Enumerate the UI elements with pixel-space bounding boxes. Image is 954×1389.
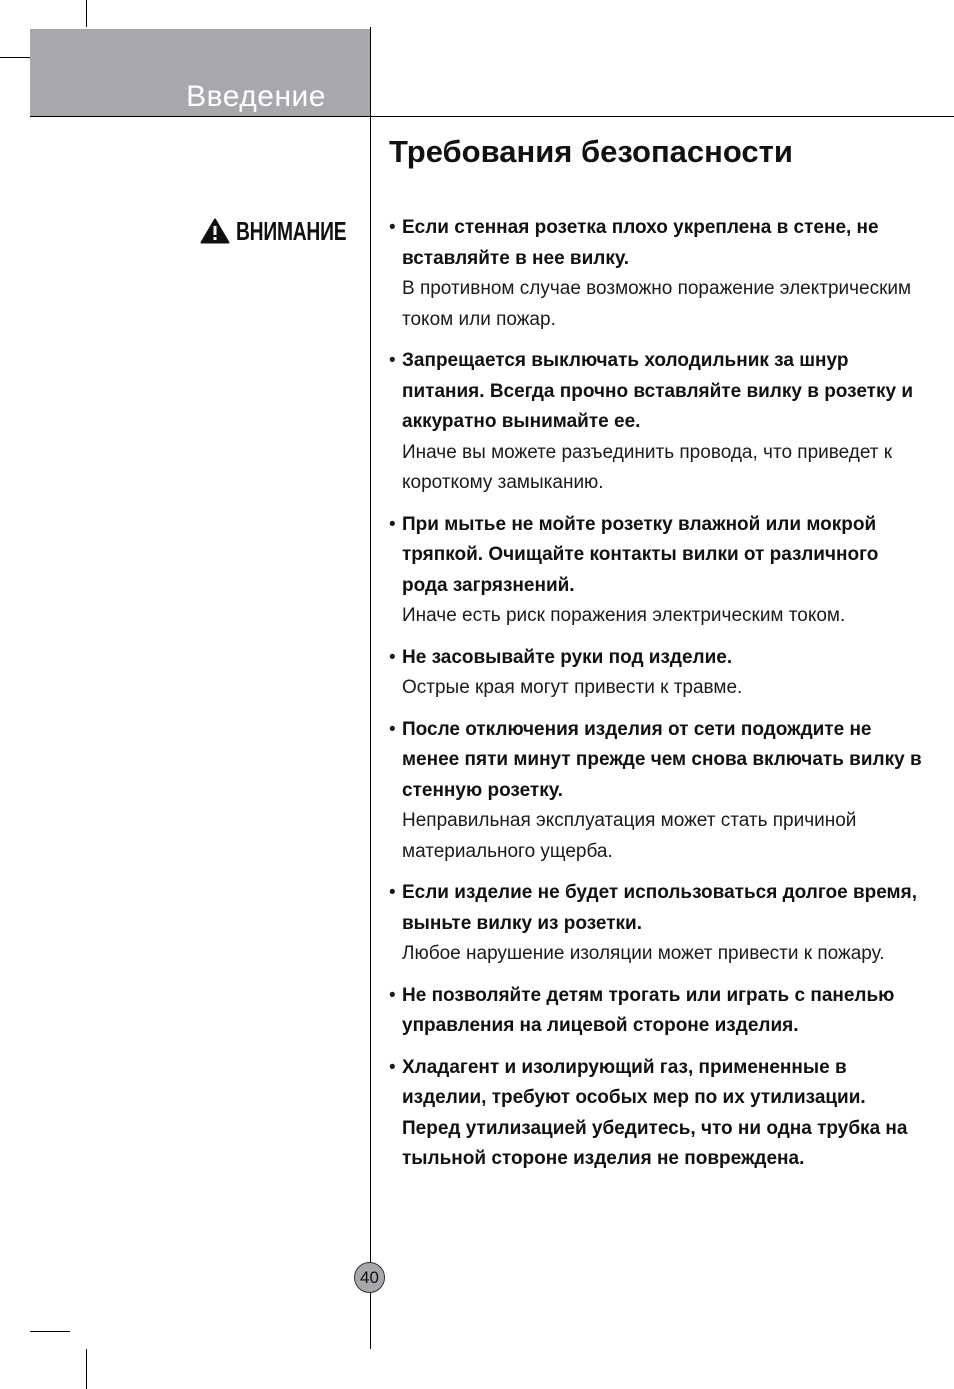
- item-warning-text: Не позволяйте детям трогать или играть с панелью управления на лицевой стороне изделия.: [402, 984, 895, 1036]
- item-note-text: Иначе вы можете разъединить провода, что приведет к короткому замыканию.: [402, 441, 893, 493]
- item-note-text: Неправильная эксплуатация может стать причиной материального ущерба.: [402, 810, 857, 862]
- list-item: [389, 213, 929, 335]
- bullet: •: [389, 350, 396, 371]
- section-tab: [30, 29, 370, 116]
- item-note-text: В противном случае возможно поражение электрическим током или пожар.: [402, 278, 912, 330]
- warning-label: [200, 216, 385, 246]
- list-item: [389, 643, 929, 704]
- bullet: •: [389, 882, 396, 903]
- item-warning-text: При мытье не мойте розетку влажной или мокрой тряпкой. Очищайте контакты вилки от различного рода загрязнений.: [402, 513, 879, 596]
- item-warning-text: Если стенная розетка плохо укреплена в стене, не вставляйте в нее вилку.: [402, 217, 879, 269]
- safety-list: [389, 213, 929, 1186]
- crop-mark-bottom-vertical: [86, 1349, 87, 1389]
- bullet: •: [389, 513, 396, 535]
- warning-triangle-icon: [200, 218, 230, 244]
- bullet: •: [389, 984, 396, 1006]
- item-note-text: Острые края могут привести к травме.: [402, 677, 743, 698]
- crop-mark-bottom-horizontal: [30, 1331, 70, 1332]
- item-warning-text: После отключения изделия от сети подождите не менее пяти минут прежде чем снова включать вилку в стенную розетку.: [402, 718, 922, 801]
- list-item: [389, 1053, 929, 1175]
- item-note-text: Любое нарушение изоляции может привести к пожару.: [402, 943, 885, 964]
- crop-mark-top-vertical: [86, 0, 87, 27]
- header-divider: [30, 116, 954, 117]
- bullet: •: [389, 1056, 396, 1078]
- list-item: [389, 981, 929, 1042]
- item-warning-text: Хладагент и изолирующий газ, примененные в изделии, требуют особых мер по их утилизации. Перед утилизацией убедитесь, что ни одна трубка на тыльной стороне изделия не повреждена.: [402, 1056, 908, 1169]
- list-item: [389, 715, 929, 868]
- section-title: Введение: [186, 80, 326, 113]
- item-warning-text: Не засовывайте руки под изделие.: [402, 646, 733, 668]
- list-item: [389, 878, 929, 970]
- warning-text: ВНИМАНИЕ: [236, 215, 347, 246]
- page-number: 40: [354, 1262, 385, 1293]
- list-item: [389, 510, 929, 632]
- page-heading: Требования безопасности: [389, 134, 793, 169]
- item-note-text: Иначе есть риск поражения электрическим током.: [402, 605, 846, 626]
- list-item: [389, 346, 929, 499]
- item-warning-text: Запрещается выключать холодильник за шнур питания. Всегда прочно вставляйте вилку в розетку и аккуратно вынимайте ее.: [402, 350, 914, 432]
- bullet: •: [389, 217, 396, 238]
- bullet: •: [389, 646, 396, 668]
- item-warning-text: Если изделие не будет использоваться долгое время, выньте вилку из розетки.: [402, 882, 917, 934]
- bullet: •: [389, 718, 396, 740]
